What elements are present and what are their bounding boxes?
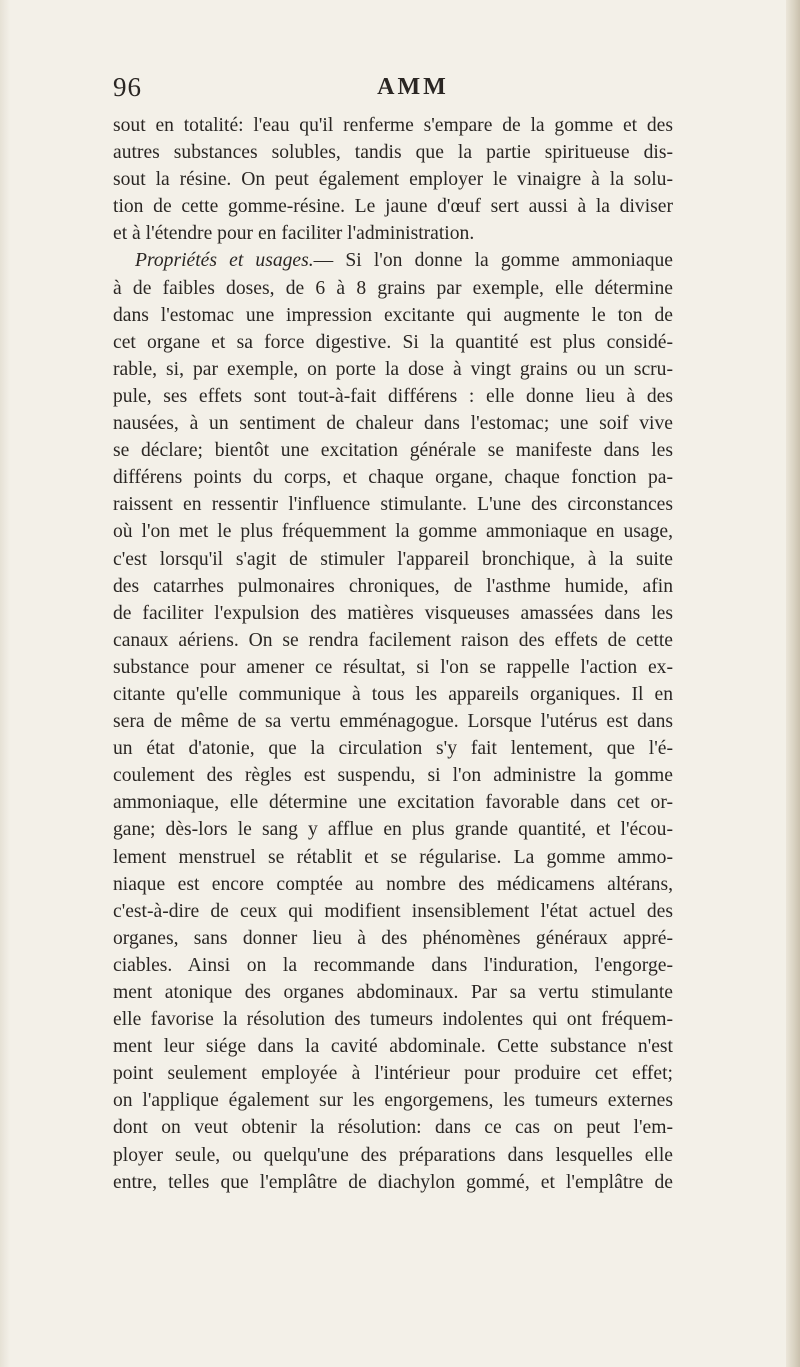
text-line: dans l'estomac une impression excitante qui augmente le ton de <box>113 304 673 326</box>
running-head: AMM <box>377 74 449 100</box>
page-header <box>113 72 673 108</box>
text-line: gane; dès-lors le sang y afflue en plus grande quantité, et l'écou- <box>113 819 673 841</box>
page-number: 96 <box>113 72 142 102</box>
text-line: niaque est encore comptée au nombre des médicamens altérans, <box>113 873 673 895</box>
text-line: ment leur siége dans la cavité abdominale. Cette substance n'est <box>113 1036 673 1058</box>
section-heading-line <box>113 247 673 274</box>
text-line: rable, si, par exemple, on porte la dose à vingt grains ou un scru- <box>113 358 673 380</box>
text-line: sout en totalité: l'eau qu'il renferme s'empare de la gomme et des <box>113 115 673 136</box>
text-line: ciables. Ainsi on la recommande dans l'induration, l'engorge- <box>113 954 673 976</box>
text-line: elle favorise la résolution des tumeurs indolentes qui ont fréquem- <box>113 1009 673 1031</box>
body-text <box>113 112 673 1196</box>
text-line: on l'applique également sur les engorgemens, les tumeurs externes <box>113 1090 673 1112</box>
text-line: à de faibles doses, de 6 à 8 grains par exemple, elle détermine <box>113 277 673 299</box>
text-line: ployer seule, ou quelqu'une des préparations dans lesquelles elle <box>113 1144 673 1166</box>
text-line: organes, sans donner lieu à des phénomènes généraux appré- <box>113 927 673 949</box>
text-line: canaux aériens. On se rendra facilement raison des effets de cette <box>113 629 673 651</box>
text-line: sout la résine. On peut également employer le vinaigre à la solu- <box>113 169 673 191</box>
page-right-edge <box>786 0 800 1367</box>
text-line: différens points du corps, et chaque organe, chaque fonction pa- <box>113 467 673 489</box>
text-line: ammoniaque, elle détermine une excitation favorable dans cet or- <box>113 792 673 814</box>
text-line: sera de même de sa vertu emménagogue. Lorsque l'utérus est dans <box>113 711 673 733</box>
text-line: nausées, à un sentiment de chaleur dans l'estomac; une soif vive <box>113 413 673 435</box>
text-line: un état d'atonie, que la circulation s'y fait lentement, que l'é- <box>113 738 673 760</box>
section-heading: Propriétés et usages. <box>135 250 314 272</box>
text-line: substance pour amener ce résultat, si l'on se rappelle l'action ex- <box>113 656 673 678</box>
text-line: tion de cette gomme-résine. Le jaune d'œuf sert aussi à la diviser <box>113 196 673 218</box>
text-line: citante qu'elle communique à tous les appareils organiques. Il en <box>113 683 673 705</box>
text-line: des catarrhes pulmonaires chroniques, de l'asthme humide, afin <box>113 575 673 597</box>
text-line: où l'on met le plus fréquemment la gomme ammoniaque en usage, <box>113 521 673 543</box>
text-line: c'est lorsqu'il s'agit de stimuler l'appareil bronchique, à la suite <box>113 548 673 570</box>
text-line: dont on veut obtenir la résolution: dans ce cas on peut l'em- <box>113 1117 673 1139</box>
text-line: entre, telles que l'emplâtre de diachylon gommé, et l'emplâtre de <box>113 1171 673 1193</box>
text-line: cet organe et sa force digestive. Si la quantité est plus considé- <box>113 331 673 353</box>
page-left-shadow <box>0 0 10 1367</box>
text-line: coulement des règles est suspendu, si l'on administre la gomme <box>113 765 673 787</box>
text-line: de faciliter l'expulsion des matières visqueuses amassées dans les <box>113 602 673 624</box>
text-line: point seulement employée à l'intérieur pour produire cet effet; <box>113 1063 673 1085</box>
text-line-continuation: — Si l'on donne la gomme ammoniaque <box>313 250 673 272</box>
text-line: lement menstruel se rétablit et se régularise. La gomme ammo- <box>113 846 673 868</box>
text-line: ment atonique des organes abdominaux. Par sa vertu stimulante <box>113 982 673 1003</box>
text-line: c'est-à-dire de ceux qui modifient insensiblement l'état actuel des <box>113 900 673 922</box>
text-line: autres substances solubles, tandis que la partie spiritueuse dis- <box>113 142 673 164</box>
text-line: pule, ses effets sont tout-à-fait différens : elle donne lieu à des <box>113 385 673 407</box>
text-line: se déclare; bientôt une excitation générale se manifeste dans les <box>113 440 673 462</box>
text-line: et à l'étendre pour en faciliter l'administration. <box>113 223 475 245</box>
text-line: raissent en ressentir l'influence stimulante. L'une des circonstances <box>113 494 673 516</box>
